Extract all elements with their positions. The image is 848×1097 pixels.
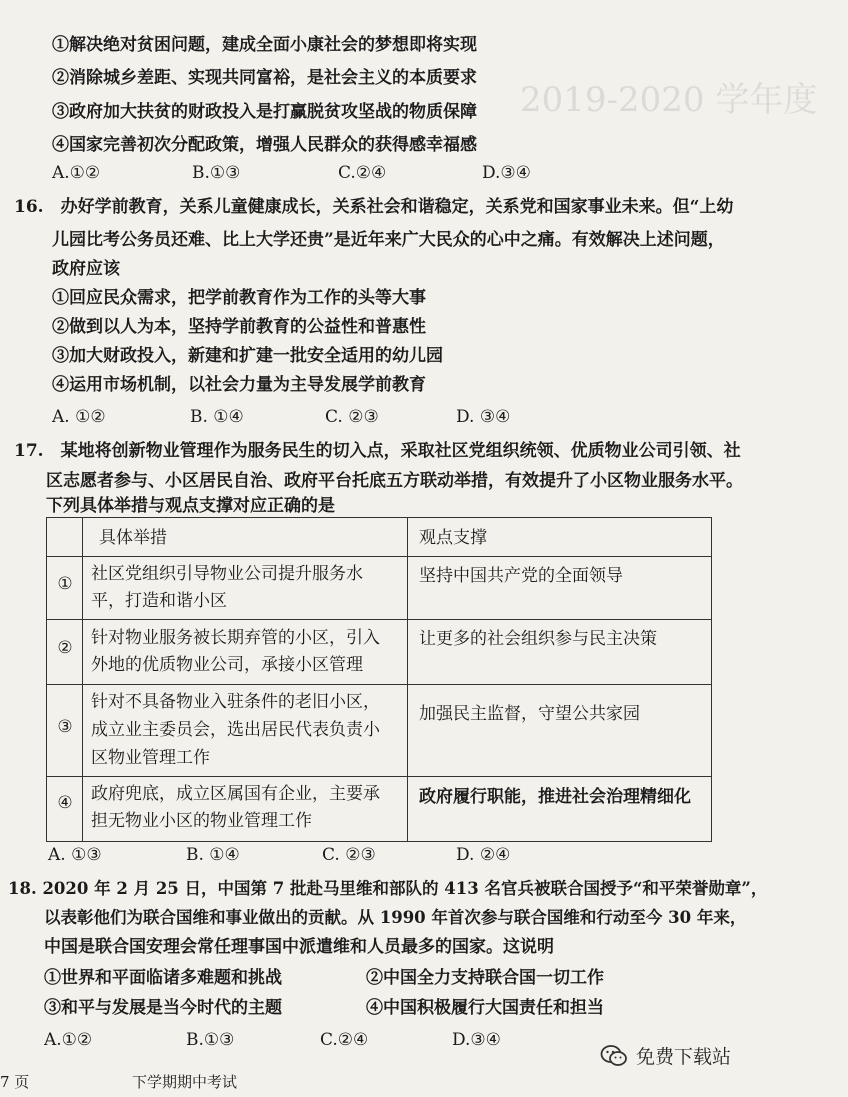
exam-title-footer: 下学期期中考试 [132,1073,238,1091]
table-row [47,776,711,840]
q18-stem-1: 18. 2020 年 2 月 25 日，中国第 7 批赴马里维和部队的 413 名官兵被联合国授予“和平荣誉勋章”， [8,879,768,898]
q18-item-4: ④中国积极履行大国责任和担当 [366,998,604,1018]
q16-item-1: ①回应民众需求，把学前教育作为工作的头等大事 [52,288,426,308]
measure-line: 针对物业服务被长期弃管的小区，引入 [91,628,380,648]
q17-stem-2: 区志愿者参与、小区居民自治、政府平台托底五方联动举措，有效提升了小区物业服务水平。 [46,471,743,491]
q15-option-d[interactable]: D.③④ [482,163,531,183]
q16-item-4: ④运用市场机制，以社会力量为主导发展学前教育 [52,375,426,395]
q18-option-b[interactable]: B.①③ [186,1030,235,1050]
q16-stem-3: 政府应该 [52,259,120,279]
q15-item-2: ②消除城乡差距、实现共同富裕，是社会主义的本质要求 [52,68,477,88]
q17-stem-3: 下列具体举措与观点支撑对应正确的是 [46,496,335,516]
table-row [47,619,711,684]
q18-stem-2: 以表彰他们为联合国维和事业做出的贡献。从 1990 年首次参与联合国维和行动至今 30 年来， [44,908,747,927]
q16-stem-1: 16. 办好学前教育，关系儿童健康成长，关系社会和谐稳定，关系党和国家事业未来。但“上幼 [14,197,734,217]
q18-option-c[interactable]: C.②④ [320,1030,369,1050]
q18-item-3: ③和平与发展是当今时代的主题 [44,998,282,1018]
q15-option-c[interactable]: C.②④ [338,163,387,183]
measure-line: 区物业管理工作 [91,748,210,768]
measure-line: 成立业主委员会，选出居民代表负责小 [91,720,380,740]
measure-line: 针对不具备物业入驻条件的老旧小区， [91,692,380,712]
header-measure: 具体举措 [99,528,167,548]
support-cell: 坚持中国共产党的全面领导 [419,566,623,586]
row-number: ④ [57,793,73,813]
q16-option-a[interactable]: A. ①② [52,407,106,427]
q16-option-d[interactable]: D. ③④ [456,407,511,427]
support-cell: 加强民主监督，守望公共家园 [419,704,640,724]
q18-item-2: ②中国全力支持联合国一切工作 [366,968,604,988]
measure-line: 担无物业小区的物业管理工作 [91,811,312,831]
header-support: 观点支撑 [419,528,487,548]
wechat-watermark [600,1042,731,1069]
q15-item-3: ③政府加大扶贫的财政投入是打赢脱贫攻坚战的物质保障 [52,102,477,122]
measure-line: 社区党组织引导物业公司提升服务水 [91,564,363,584]
q18-stem-3: 中国是联合国安理会常任理事国中派遣维和人员最多的国家。这说明 [44,937,554,957]
support-cell: 政府履行职能，推进社会治理精细化 [419,787,691,807]
q16-option-c[interactable]: C. ②③ [325,407,379,427]
q15-option-b[interactable]: B.①③ [192,163,241,183]
q17-option-a[interactable]: A. ①③ [48,845,102,865]
q16-item-2: ②做到以人为本，坚持学前教育的公益性和普惠性 [52,317,426,337]
q17-table [46,517,712,842]
row-number: ① [57,574,73,594]
q17-option-d[interactable]: D. ②④ [456,845,511,865]
table-row [47,684,711,776]
q15-item-1: ①解决绝对贫困问题，建成全面小康社会的梦想即将实现 [52,35,477,55]
support-cell: 让更多的社会组织参与民主决策 [419,629,657,649]
q17-option-c[interactable]: C. ②③ [322,845,376,865]
q15-option-a[interactable]: A.①② [52,163,101,183]
q16-option-b[interactable]: B. ①④ [190,407,244,427]
q15-item-4: ④国家完善初次分配政策，增强人民群众的获得感幸福感 [52,135,477,155]
watermark-text: 免费下载站 [636,1046,732,1068]
row-number: ③ [57,717,73,737]
row-number: ② [57,638,73,658]
q16-stem-2: 儿园比考公务员还难、比上大学还贵”是近年来广大民众的心中之痛。有效解决上述问题， [52,230,725,250]
q18-option-d[interactable]: D.③④ [452,1030,501,1050]
measure-line: 平，打造和谐小区 [91,591,227,611]
table-header-row [47,518,711,556]
page-number: 7 页 [0,1073,30,1091]
wechat-icon [600,1044,628,1068]
measure-line: 政府兜底，成立区属国有企业，主要承 [91,784,380,804]
q17-stem-1: 17. 某地将创新物业管理作为服务民生的切入点，采取社区党组织统领、优质物业公司引领、社 [14,441,741,461]
q17-option-b[interactable]: B. ①④ [186,845,240,865]
q18-item-1: ①世界和平面临诸多难题和挑战 [44,968,282,988]
q18-option-a[interactable]: A.①② [44,1030,93,1050]
table-row [47,556,711,619]
q16-item-3: ③加大财政投入，新建和扩建一批安全适用的幼儿园 [52,346,443,366]
bleed-through-text: 2019-2020 学年度 [520,80,818,120]
measure-line: 外地的优质物业公司，承接小区管理 [91,655,363,675]
